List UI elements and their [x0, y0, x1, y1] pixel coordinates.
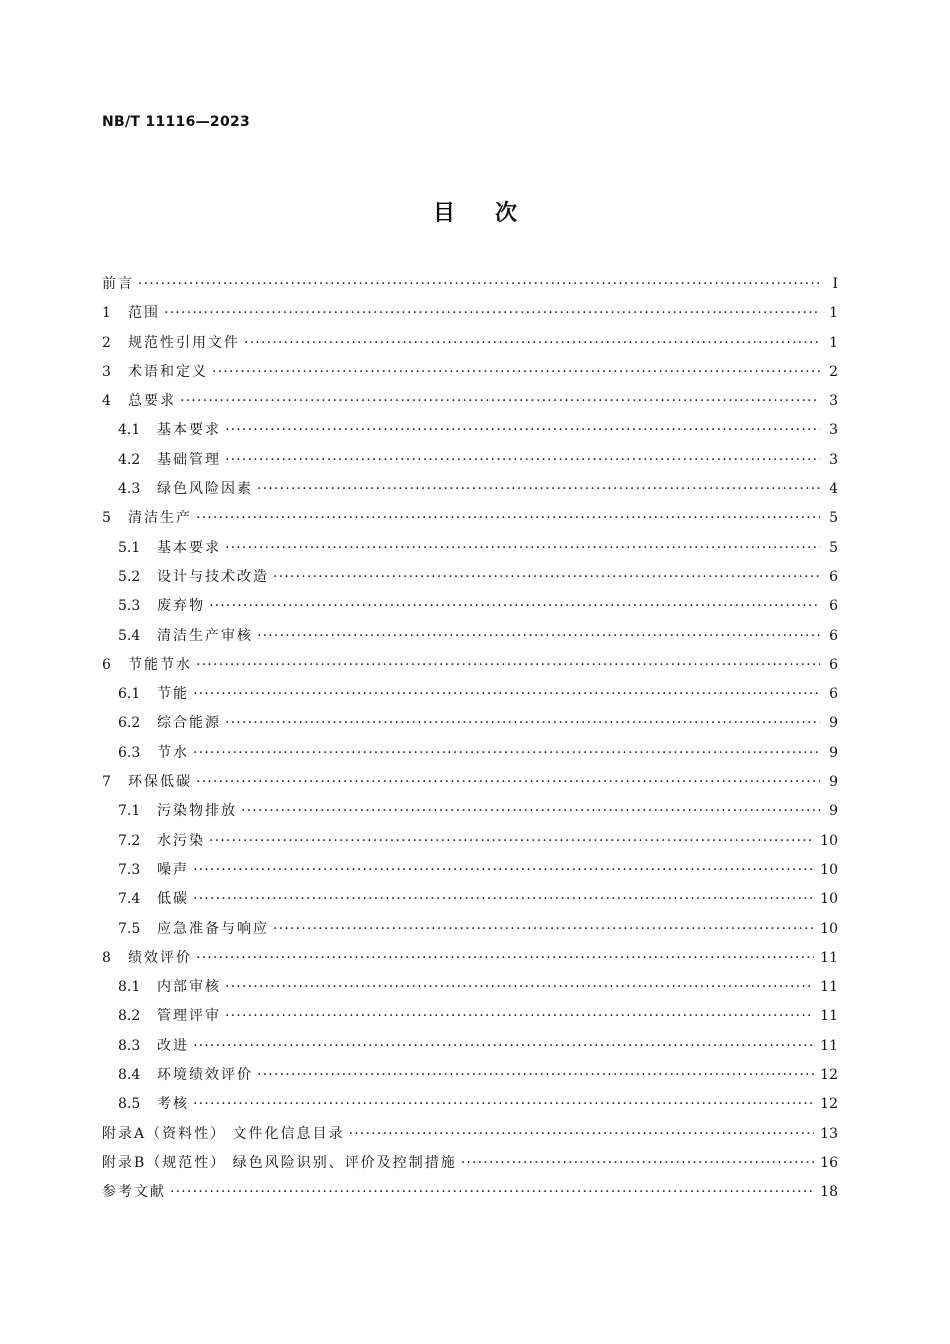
toc-entry-page: 9	[829, 744, 838, 761]
toc-entry[interactable]	[102, 709, 838, 738]
toc-entry-title: 绿色风险因素	[157, 481, 253, 498]
toc-entry[interactable]	[102, 680, 838, 709]
toc-entry[interactable]	[102, 270, 838, 299]
toc-entry-page: 9	[829, 803, 838, 820]
toc-dot-leader	[212, 358, 820, 387]
toc-entry-title: 综合能源	[157, 715, 221, 732]
toc-entry[interactable]	[102, 504, 838, 533]
toc-entry-number: 4.1	[118, 422, 141, 439]
toc-entry-page: 11	[820, 949, 838, 966]
toc-dot-leader	[225, 1002, 814, 1031]
toc-entry-page: 11	[820, 1037, 838, 1054]
toc-dot-leader	[164, 299, 820, 328]
toc-entry-page: 10	[820, 832, 838, 849]
toc-entry[interactable]	[102, 1002, 838, 1031]
toc-dot-leader	[193, 885, 814, 914]
toc-entry[interactable]	[102, 563, 838, 592]
toc-entry-title: 范围	[128, 305, 160, 322]
toc-entry-number: 7.1	[118, 803, 141, 820]
toc-dot-leader	[138, 270, 820, 299]
toc-entry[interactable]	[102, 1090, 838, 1119]
toc-entry[interactable]	[102, 358, 838, 387]
toc-entry[interactable]	[102, 1178, 838, 1207]
toc-entry[interactable]	[102, 739, 838, 768]
toc-entry[interactable]	[102, 1061, 838, 1090]
toc-entry-title: 参考文献	[102, 1184, 166, 1201]
toc-entry-title: 设计与技术改造	[157, 568, 269, 585]
toc-entry-number: 4.2	[118, 451, 141, 468]
toc-entry-number: 7.2	[118, 832, 141, 849]
toc-entry-page: 6	[829, 598, 838, 615]
toc-entry-page: 18	[820, 1184, 838, 1201]
toc-entry[interactable]	[102, 651, 838, 680]
toc-entry-title: 前言	[102, 276, 134, 292]
toc-entry-title: 节能	[157, 686, 189, 703]
toc-entry-page: 11	[820, 1008, 838, 1025]
toc-dot-leader	[244, 329, 820, 358]
toc-entry-title: 规范性引用文件	[128, 334, 240, 351]
toc-entry-title: 水污染	[157, 832, 205, 849]
toc-dot-leader	[257, 622, 820, 651]
toc-entry[interactable]	[102, 534, 838, 563]
toc-dot-leader	[225, 416, 820, 445]
toc-entry-number: 7.3	[118, 861, 141, 878]
toc-entry-number: 1	[102, 305, 111, 322]
toc-entry-title: 术语和定义	[128, 363, 208, 380]
toc-dot-leader	[180, 387, 820, 416]
toc-entry-number: 8.5	[118, 1096, 141, 1113]
table-of-contents	[102, 270, 838, 1208]
toc-entry-title: 环境绩效评价	[157, 1067, 253, 1084]
toc-entry-page: 10	[820, 920, 838, 937]
toc-entry-number: 6.3	[118, 744, 141, 761]
toc-entry-title: 废弃物	[157, 598, 205, 615]
toc-entry[interactable]	[102, 885, 838, 914]
toc-entry[interactable]	[102, 329, 838, 358]
toc-entry-number: 6.1	[118, 686, 141, 703]
toc-entry-number: 4.3	[118, 481, 141, 498]
toc-dot-leader	[196, 768, 820, 797]
toc-entry[interactable]	[102, 1149, 838, 1178]
toc-dot-leader	[257, 475, 820, 504]
toc-entry-page: Ⅰ	[832, 276, 838, 292]
toc-dot-leader	[170, 1178, 814, 1207]
toc-entry-title: 清洁生产审核	[157, 627, 253, 644]
toc-entry-title: 考核	[157, 1096, 189, 1113]
page-title: 目次	[432, 201, 557, 226]
toc-entry[interactable]	[102, 446, 838, 475]
toc-entry-number: 8.4	[118, 1067, 141, 1084]
toc-entry-page: 3	[829, 451, 838, 468]
toc-dot-leader	[193, 1090, 814, 1119]
toc-entry-page: 6	[829, 686, 838, 703]
toc-entry-number: 7.4	[118, 891, 141, 908]
toc-dot-leader	[273, 915, 814, 944]
toc-entry-page: 11	[820, 979, 838, 996]
toc-entry-title: 噪声	[157, 861, 189, 878]
toc-entry-page: 5	[829, 510, 838, 527]
toc-entry[interactable]	[102, 299, 838, 328]
toc-entry-number: 5.2	[118, 568, 141, 585]
toc-entry-page: 6	[829, 568, 838, 585]
toc-entry-title: 内部审核	[157, 979, 221, 996]
toc-entry-number: 7	[102, 774, 111, 791]
toc-entry[interactable]	[102, 827, 838, 856]
toc-entry-page: 9	[829, 774, 838, 791]
toc-dot-leader	[241, 797, 820, 826]
toc-entry-title: 基本要求	[157, 539, 221, 556]
toc-dot-leader	[196, 504, 820, 533]
toc-entry-number: 4	[102, 393, 111, 410]
toc-entry-number: 8.3	[118, 1037, 141, 1054]
toc-dot-leader	[193, 739, 820, 768]
toc-entry-page: 3	[829, 422, 838, 439]
toc-entry[interactable]	[102, 856, 838, 885]
toc-entry-number: 6	[102, 656, 111, 673]
toc-entry-number: 7.5	[118, 920, 141, 937]
toc-entry[interactable]	[102, 944, 838, 973]
toc-entry-number: 8.1	[118, 979, 141, 996]
toc-entry-number: 5.4	[118, 627, 141, 644]
toc-entry-number: 2	[102, 334, 111, 351]
toc-entry-page: 1	[829, 305, 838, 322]
toc-entry[interactable]	[102, 915, 838, 944]
toc-entry-number: 5.3	[118, 598, 141, 615]
toc-entry[interactable]	[102, 622, 838, 651]
toc-entry[interactable]	[102, 475, 838, 504]
toc-entry[interactable]	[102, 1120, 838, 1149]
toc-dot-leader	[273, 563, 820, 592]
toc-dot-leader	[193, 1032, 814, 1061]
toc-dot-leader	[193, 856, 814, 885]
toc-entry-title: 绩效评价	[128, 949, 192, 966]
toc-entry-title: 基本要求	[157, 422, 221, 439]
toc-entry-number: 5.1	[118, 539, 141, 556]
toc-entry-page: 1	[829, 334, 838, 351]
toc-entry-page: 12	[820, 1067, 838, 1084]
toc-dot-leader	[209, 827, 814, 856]
toc-dot-leader	[461, 1149, 814, 1178]
toc-entry-page: 4	[829, 481, 838, 498]
toc-entry-title: 基础管理	[157, 451, 221, 468]
toc-dot-leader	[225, 709, 820, 738]
toc-dot-leader	[196, 651, 820, 680]
toc-entry[interactable]	[102, 416, 838, 445]
toc-dot-leader	[257, 1061, 814, 1090]
document-code: NB/T 11116—2023	[102, 114, 251, 130]
toc-entry-page: 10	[820, 891, 838, 908]
toc-entry-title: 污染物排放	[157, 803, 237, 820]
toc-dot-leader	[193, 680, 820, 709]
toc-entry[interactable]	[102, 387, 838, 416]
toc-entry[interactable]	[102, 768, 838, 797]
toc-entry-title: 附录B（规范性） 绿色风险识别、评价及控制措施	[102, 1154, 457, 1171]
toc-entry-title: 改进	[157, 1037, 189, 1054]
toc-entry-page: 10	[820, 861, 838, 878]
toc-entry-title: 应急准备与响应	[157, 920, 269, 937]
toc-entry-page: 12	[820, 1096, 838, 1113]
toc-entry-page: 13	[820, 1125, 838, 1142]
toc-dot-leader	[209, 592, 820, 621]
toc-entry-number: 3	[102, 363, 111, 380]
toc-entry-number: 6.2	[118, 715, 141, 732]
toc-entry-page: 2	[829, 363, 838, 380]
toc-entry-title: 附录A（资料性） 文件化信息目录	[102, 1125, 345, 1142]
toc-entry-number: 8.2	[118, 1008, 141, 1025]
toc-entry-title: 节水	[157, 744, 189, 761]
toc-dot-leader	[225, 973, 814, 1002]
toc-entry-page: 9	[829, 715, 838, 732]
toc-entry-page: 6	[829, 656, 838, 673]
toc-entry-title: 总要求	[128, 393, 176, 410]
toc-entry-number: 5	[102, 510, 111, 527]
toc-entry-title: 低碳	[157, 891, 189, 908]
toc-dot-leader	[225, 446, 820, 475]
toc-entry-title: 管理评审	[157, 1008, 221, 1025]
toc-entry[interactable]	[102, 592, 838, 621]
toc-entry-title: 环保低碳	[128, 774, 192, 791]
toc-entry[interactable]	[102, 797, 838, 826]
toc-entry-title: 节能节水	[128, 656, 192, 673]
toc-dot-leader	[196, 944, 814, 973]
toc-entry[interactable]	[102, 1032, 838, 1061]
toc-dot-leader	[349, 1120, 815, 1149]
toc-entry-page: 5	[829, 539, 838, 556]
toc-entry-number: 8	[102, 949, 111, 966]
toc-entry-page: 16	[820, 1154, 838, 1171]
toc-entry-page: 3	[829, 393, 838, 410]
toc-entry-title: 清洁生产	[128, 510, 192, 527]
toc-entry-page: 6	[829, 627, 838, 644]
toc-dot-leader	[225, 534, 820, 563]
toc-entry[interactable]	[102, 973, 838, 1002]
